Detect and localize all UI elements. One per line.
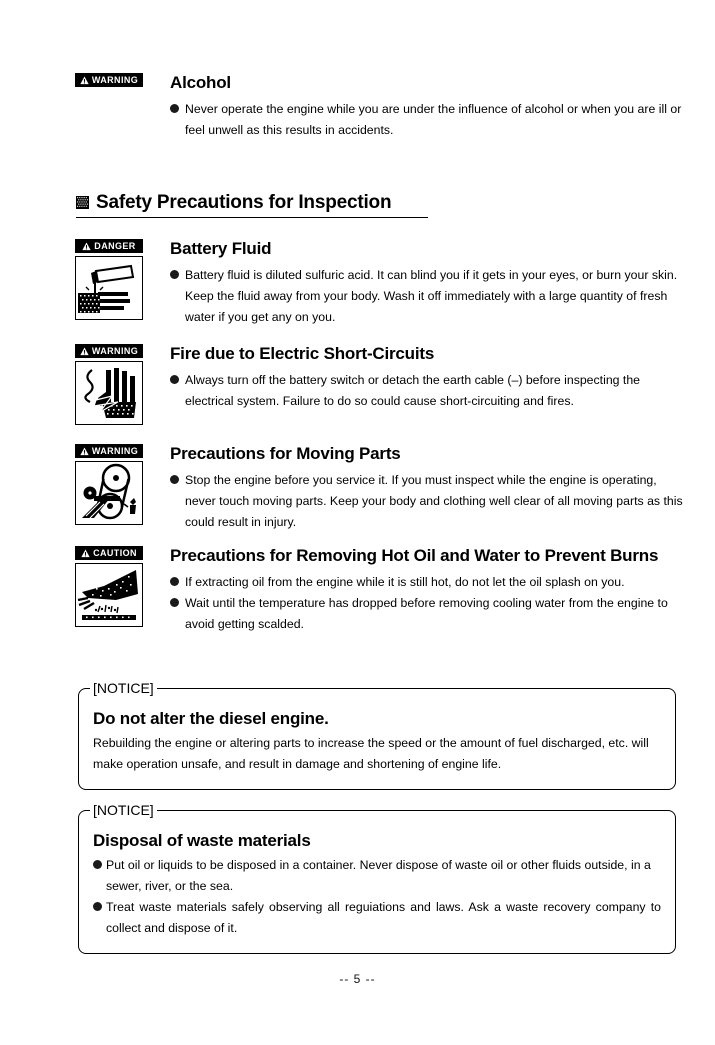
list-item bbox=[170, 593, 690, 635]
hazard-body-hot-oil-water bbox=[170, 546, 690, 635]
hazard-bullet-list-battery-fluid bbox=[170, 265, 690, 328]
list-item bbox=[170, 470, 690, 533]
list-item bbox=[170, 370, 690, 412]
hazard-title-battery-fluid: Battery Fluid bbox=[170, 239, 272, 258]
notice-bullet-list-waste-disposal bbox=[93, 855, 661, 939]
battery-acid-hand-icon bbox=[76, 257, 142, 319]
notice-title-waste-disposal: Disposal of waste materials bbox=[93, 831, 311, 850]
list-item bbox=[170, 265, 690, 328]
list-item bbox=[170, 572, 690, 593]
hazard-bullet-list-electric bbox=[170, 370, 690, 412]
warning-triangle-icon bbox=[80, 76, 89, 85]
bullet-text: Never operate the engine while you are under the influence of alcohol or when you are ill or feel unwell as this results in accidents. bbox=[185, 102, 682, 138]
warning-triangle-icon bbox=[81, 549, 90, 558]
notice-label: [NOTICE] bbox=[90, 679, 157, 697]
hazard-title-electric-short-circuits: Fire due to Electric Short-Circuits bbox=[170, 344, 435, 363]
section-underline bbox=[76, 217, 428, 218]
section-title: Safety Precautions for Inspection bbox=[96, 192, 392, 213]
signal-badge-caution bbox=[75, 546, 143, 560]
signal-badge-label: DANGER bbox=[94, 240, 136, 251]
bullet-dot-icon bbox=[170, 598, 179, 607]
hazard-left-column-battery-fluid bbox=[75, 239, 143, 320]
checkered-square-icon bbox=[76, 196, 89, 209]
hazard-bullet-list-moving-parts bbox=[170, 470, 690, 533]
warning-triangle-icon bbox=[80, 447, 89, 456]
hazard-body-moving-parts bbox=[170, 444, 690, 533]
page-number-footer: -- 5 -- bbox=[339, 972, 376, 986]
signal-badge-warning bbox=[75, 344, 143, 358]
bullet-text: Stop the engine before you service it. If you must inspect while the engine is operating, never touch moving parts. Keep your body and clothing well clear of all moving parts as this could result in injury. bbox=[185, 473, 683, 530]
bullet-dot-icon bbox=[170, 270, 179, 279]
bullet-dot-icon bbox=[170, 375, 179, 384]
notice-paragraph-do-not-alter: Rebuilding the engine or altering parts to increase the speed or the amount of fuel discharged, etc. will make operation unsafe, and result in damage and shortening of engine life. bbox=[93, 736, 649, 772]
list-item bbox=[170, 99, 690, 141]
hazard-left-column-alcohol bbox=[75, 73, 143, 87]
signal-badge-label: WARNING bbox=[91, 345, 139, 356]
hazard-left-column-hot-oil bbox=[75, 546, 143, 627]
hazard-block-electric-short-circuits bbox=[75, 344, 690, 412]
hazard-title-alcohol: Alcohol bbox=[170, 73, 231, 92]
pictogram-hot-surface-burn-hand bbox=[75, 563, 143, 627]
hazard-block-battery-fluid bbox=[75, 239, 690, 328]
bullet-text: Wait until the temperature has dropped before removing cooling water from the engine to avoid getting scalded. bbox=[185, 596, 668, 632]
belt-pulley-hand-entanglement-icon bbox=[76, 462, 142, 524]
list-item bbox=[93, 897, 661, 939]
hazard-body-battery-fluid bbox=[170, 239, 690, 328]
bullet-dot-icon bbox=[93, 860, 102, 869]
notice-title-do-not-alter: Do not alter the diesel engine. bbox=[93, 709, 329, 728]
signal-badge-label: WARNING bbox=[91, 74, 139, 85]
bullet-dot-icon bbox=[170, 577, 179, 586]
pictogram-electric-shock-hand bbox=[75, 361, 143, 425]
warning-triangle-icon bbox=[80, 347, 89, 356]
hazard-body-alcohol bbox=[170, 73, 690, 141]
hazard-block-moving-parts bbox=[75, 444, 690, 533]
hazard-title-moving-parts: Precautions for Moving Parts bbox=[170, 444, 401, 463]
hazard-left-column-electric bbox=[75, 344, 143, 425]
hazard-body-electric-short-circuits bbox=[170, 344, 690, 412]
pictogram-belt-pulley-hand bbox=[75, 461, 143, 525]
bullet-text: If extracting oil from the engine while it is still hot, do not let the oil splash on you. bbox=[185, 575, 625, 590]
notice-label: [NOTICE] bbox=[90, 801, 157, 819]
signal-badge-label: CAUTION bbox=[93, 547, 137, 558]
notice-box-do-not-alter bbox=[78, 680, 676, 790]
hot-surface-burn-hand-icon bbox=[76, 564, 142, 626]
bullet-dot-icon bbox=[170, 475, 179, 484]
bullet-text: Always turn off the battery switch or detach the earth cable (–) before inspecting the electrical system. Failure to do so could cause short-circuiting and fires. bbox=[185, 373, 641, 409]
hazard-block-alcohol bbox=[75, 73, 690, 141]
signal-badge-warning bbox=[75, 73, 143, 87]
electric-shock-hand-icon bbox=[76, 362, 142, 424]
hazard-block-hot-oil-water bbox=[75, 546, 690, 635]
bullet-dot-icon bbox=[170, 104, 179, 113]
pictogram-battery-acid-hand bbox=[75, 256, 143, 320]
bullet-text: Battery fluid is diluted sulfuric acid. It can blind you if it gets in your eyes, or burn your skin. Keep the fluid away from your body. Wash it off immediately with a large quantity of fresh water if you get any on you. bbox=[185, 268, 678, 325]
warning-triangle-icon bbox=[82, 242, 91, 251]
signal-badge-warning bbox=[75, 444, 143, 458]
list-item bbox=[93, 855, 661, 897]
bullet-text: Treat waste materials safely observing all reguiations and laws. Ask a waste recovery company to collect and dispose of it. bbox=[106, 900, 661, 936]
section-header bbox=[76, 193, 428, 218]
notice-box-waste-disposal bbox=[78, 802, 676, 954]
bullet-text: Put oil or liquids to be disposed in a container. Never dispose of waste oil or other fluids outside, in a sewer, river, or the sea. bbox=[106, 858, 651, 894]
signal-badge-danger bbox=[75, 239, 143, 253]
hazard-bullet-list-alcohol bbox=[170, 99, 690, 141]
bullet-dot-icon bbox=[93, 902, 102, 911]
hazard-bullet-list-hot-oil bbox=[170, 572, 690, 635]
hazard-left-column-moving-parts bbox=[75, 444, 143, 525]
hazard-title-hot-oil-water: Precautions for Removing Hot Oil and Water to Prevent Burns bbox=[170, 546, 659, 565]
signal-badge-label: WARNING bbox=[91, 445, 139, 456]
